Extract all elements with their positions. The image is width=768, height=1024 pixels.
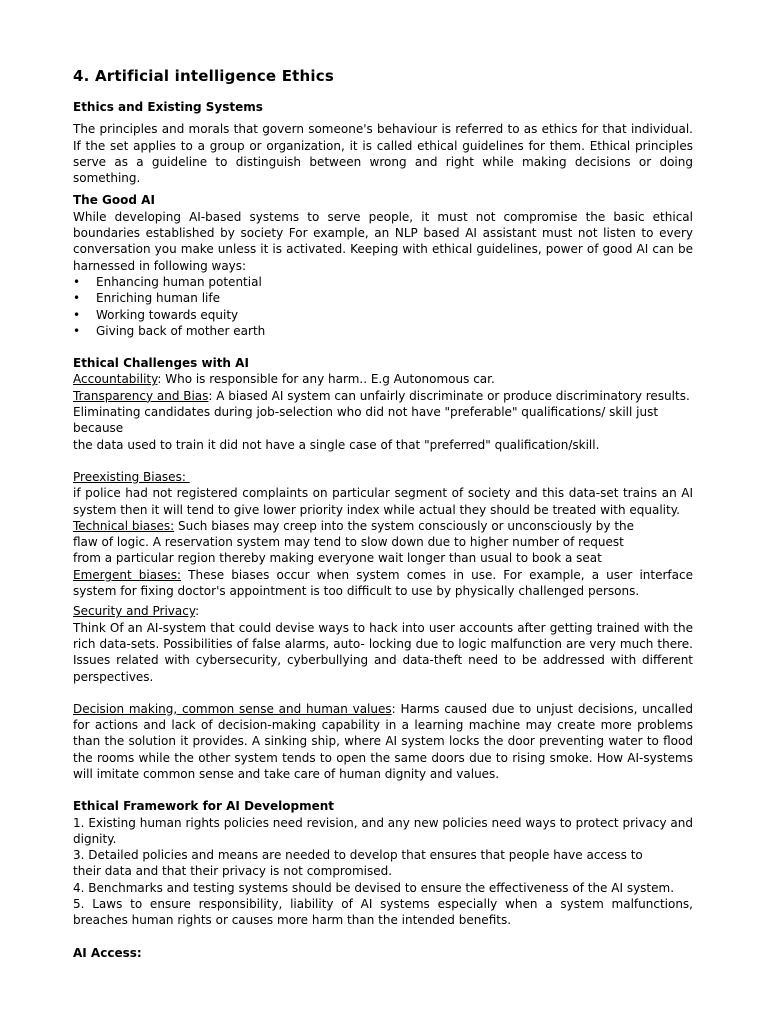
document-page [73,66,693,961]
accountability-line: Accountability: Who is responsible for any harm.. E.g Autonomous car. [73,372,495,387]
framework-item-1: 1. Existing human rights policies need revision, and any new policies need ways to protect privacy and dignity. [73,815,693,846]
technical-label: Technical biases: [73,518,175,533]
bullet-icon: • [73,323,81,338]
transparency-line: Transparency and Bias: A biased AI system can unfairly discriminate or produce discriminatory results. [73,388,690,403]
transparency-line-3: the data used to train it did not have a single case of that "preferred" qualification/skill. [73,437,600,452]
technical-line-2: flaw of logic. A reservation system may tend to slow down due to higher number of request [73,535,624,550]
transparency-label: Transparency and Bias [73,388,209,403]
technical-line-3: from a particular region thereby making everyone wait longer than usual to book a seat [73,551,602,566]
bullet-icon: • [73,291,81,306]
framework-item-3a: 3. Detailed policies and means are needed to develop that ensures that people have access to [73,848,643,863]
framework-item-3b: their data and that their privacy is not compromised. [73,864,393,879]
paragraph-ethics: The principles and morals that govern someone's behaviour is referred to as ethics for that individual. If the set applies to a group or organization, it is called ethical guidelines for them. Ethical principles serve as a guideline to distinguish between wrong and right while making decisions or doing something. [73,122,693,186]
framework-item-5: 5. Laws to ensure responsibility, liability of AI systems especially when a system malfunctions, breaches human rights or causes more harm than the intended benefits. [73,897,693,928]
list-item: • Enhancing human potential [73,274,262,289]
good-ai-list [73,274,693,339]
accountability-label: Accountability [73,372,158,387]
security-text: Think Of an AI-system that could devise ways to hack into user accounts after getting trained with the rich data-sets. Possibilities of false alarms, auto- locking due to logic malfunction are very much there. Issues related with cybersecurity, cyberbullying and data-theft need to be addressed with different perspectives. [73,620,693,684]
heading-good-ai: The Good AI [73,193,155,208]
decision-label: Decision making, common sense and human values [73,701,392,716]
bullet-icon: • [73,274,81,289]
heading-ethical-challenges: Ethical Challenges with AI [73,356,249,371]
bullet-icon: • [73,307,81,322]
heading-ethics-existing-systems: Ethics and Existing Systems [73,100,263,114]
emergent-text: Emergent biases: These biases occur when system comes in use. For example, a user interface system for fixing doctor's appointment is too difficult to use by physically challenged persons. [73,567,693,599]
paragraph-good-ai: While developing AI-based systems to serve people, it must not compromise the basic ethical boundaries established by society For example, an NLP based AI assistant must not listen to every conversation you make unless it is activated. Keeping with ethical guidelines, power of good AI can be harnessed in following ways: [73,209,693,273]
decision-text: Decision making, common sense and human values: Harms caused due to unjust decisions, uncalled for actions and lack of decision-making capability in a learning machine may create more problems than the solution it provides. A sinking ship, where AI system locks the door preventing water to flood the rooms while the other system tends to open the same doors due to rising smoke. How AI-systems will imitate common sense and take care of human dignity and values. [73,701,693,781]
heading-ai-access: AI Access: [73,945,142,960]
transparency-line-2: Eliminating candidates during job-selection who did not have "preferable" qualifications/ skill just because [73,405,659,436]
preexisting-label: Preexisting Biases: [73,469,190,484]
preexisting-text: if police had not registered complaints on particular segment of society and this data-set trains an AI system then it will tend to give lower priority index while actual they should be treated with equality. [73,486,693,517]
framework-item-4: 4. Benchmarks and testing systems should be devised to ensure the effectiveness of the AI system. [73,880,675,895]
heading-ethical-framework: Ethical Framework for AI Development [73,799,335,814]
page-title: 4. Artificial intelligence Ethics [73,67,334,85]
list-item: • Working towards equity [73,307,239,322]
emergent-label: Emergent biases: [73,567,182,582]
list-item: • Giving back of mother earth [73,323,266,338]
technical-line: Technical biases: Such biases may creep into the system consciously or unconsciously by the [73,518,635,533]
security-label: Security and Privacy [73,604,196,619]
list-item: • Enriching human life [73,291,220,306]
security-line: Security and Privacy: [73,604,200,619]
